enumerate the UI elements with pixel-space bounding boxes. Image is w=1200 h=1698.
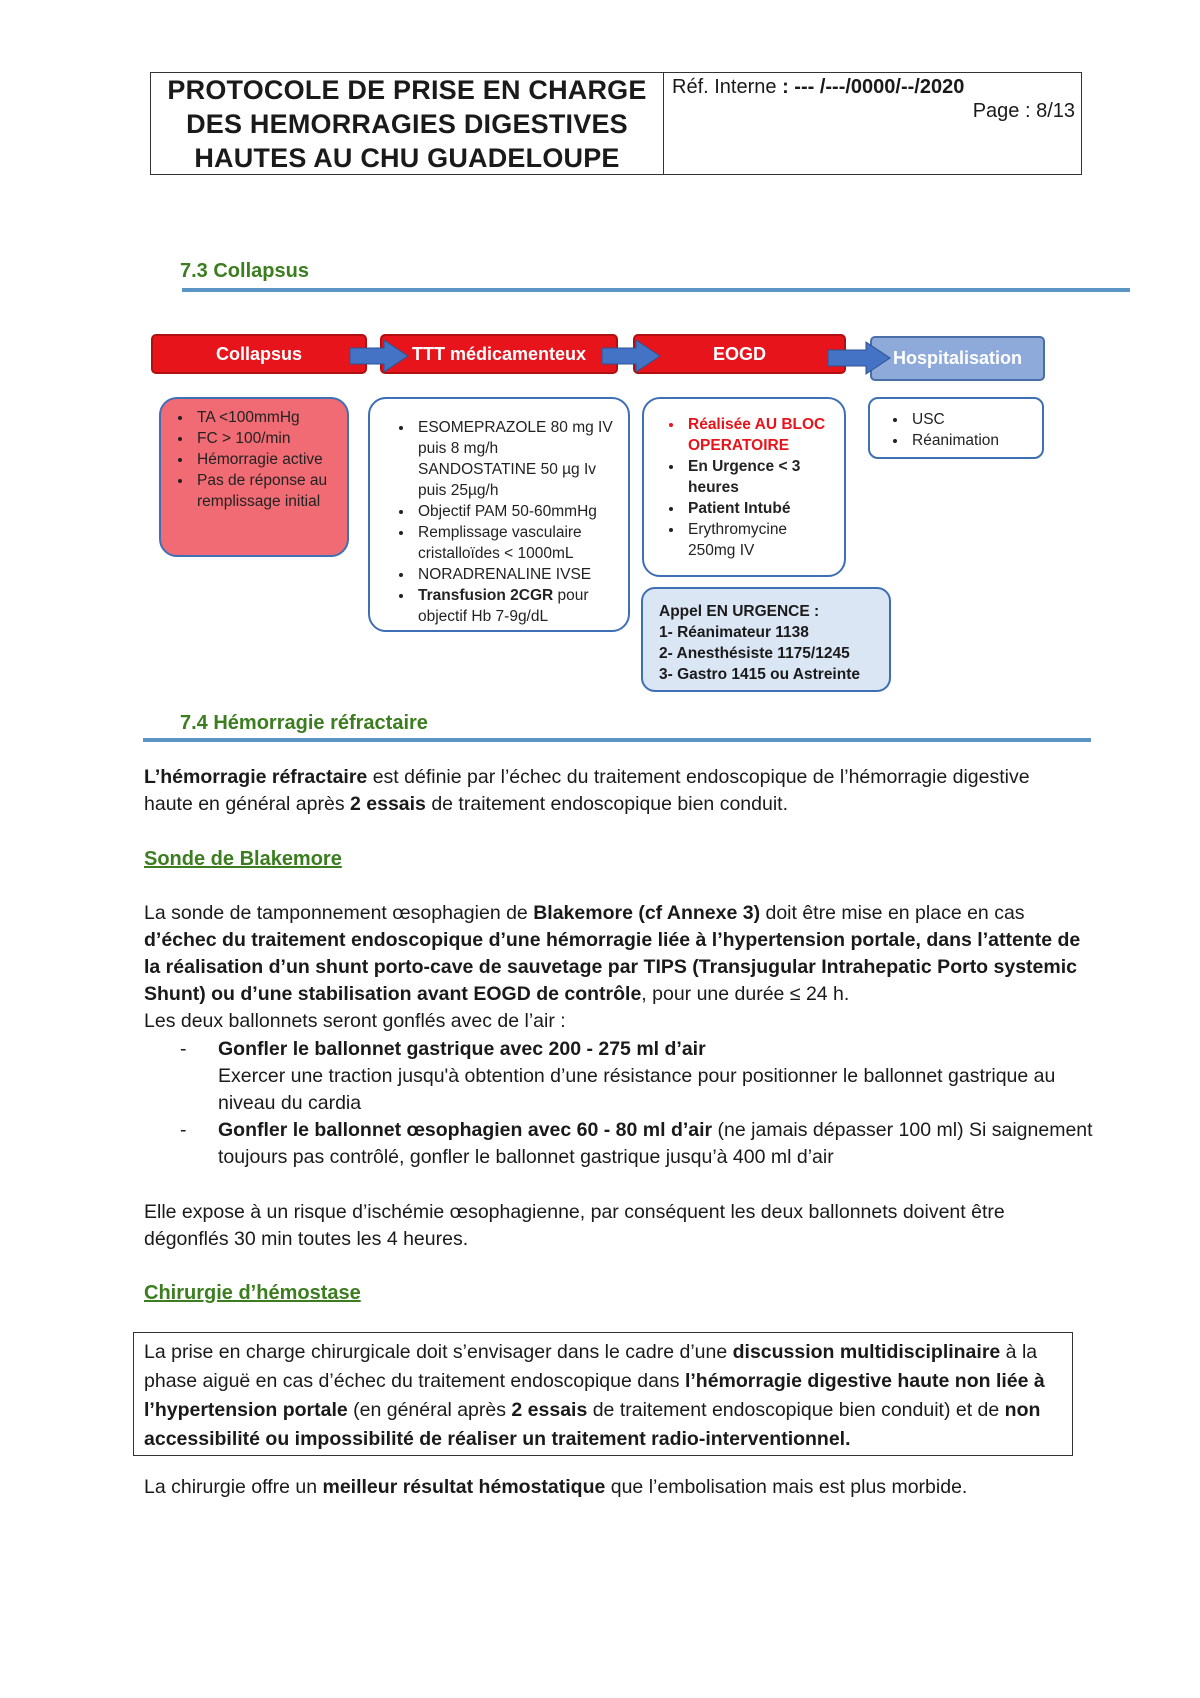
- blakemore-paragraph-2: Les deux ballonnets seront gonflés avec de l’air :: [144, 1010, 566, 1032]
- text: de traitement endoscopique bien conduit) et de: [587, 1399, 1005, 1421]
- title-line-2: DES HEMORRAGIES DIGESTIVES: [186, 108, 628, 139]
- text: de traitement endoscopique bien conduit.: [425, 793, 788, 815]
- flow-arrow-3: [828, 340, 894, 376]
- chirurgie-box: [133, 1332, 1073, 1456]
- hospitalisation-box: [868, 397, 1044, 459]
- appel-urgence-box: [641, 587, 891, 692]
- page-number: Page : 8/13: [972, 100, 1075, 122]
- blakemore-heading: Sonde de Blakemore: [144, 848, 342, 870]
- flow-arrow-2: [602, 338, 662, 374]
- header-ref-cell: [664, 73, 1081, 174]
- list-item-bold: Transfusion 2CGR: [418, 587, 554, 604]
- text: , pour une durée ≤ 24 h.: [641, 983, 850, 1005]
- blakemore-paragraph-1: [144, 900, 1084, 1008]
- text: (ne jamais dépasser 100 ml) Si saignement toujours pas contrôlé, gonfler le ballonnet gastrique jusqu’à 400 ml d’air: [218, 1119, 1093, 1168]
- list-item: • Hémorragie active: [193, 449, 339, 470]
- list-item: • Patient Intubé: [684, 498, 836, 519]
- text-bold: Blakemore (cf Annexe 3): [533, 902, 761, 924]
- list-item: • NORADRENALINE IVSE: [414, 564, 618, 585]
- text-bold: Gonfler le ballonnet gastrique avec 200 - 275 ml d’air: [218, 1038, 706, 1060]
- text: doit être mise en place en cas: [760, 902, 1025, 924]
- chirurgie-conclusion: [144, 1474, 1084, 1501]
- section-7-3-title: 7.3 Collapsus: [180, 260, 309, 282]
- urgence-title: Appel EN URGENCE :: [659, 603, 820, 620]
- chirurgie-heading: Chirurgie d’hémostase: [144, 1282, 361, 1304]
- flow-step-ttt: TTT médicamenteux: [380, 334, 618, 374]
- eogd-box: [642, 397, 846, 577]
- urgence-line: 1- Réanimateur 1138: [659, 624, 809, 641]
- list-item: • FC > 100/min: [193, 428, 339, 449]
- list-item: • ESOMEPRAZOLE 80 mg IV puis 8 mg/h SANDOSTATINE 50 µg Iv puis 25µg/h: [414, 417, 618, 501]
- flow-arrow-1: [350, 338, 410, 374]
- text: La prise en charge chirurgicale doit s’envisager dans le cadre d’une: [144, 1341, 733, 1363]
- collapsus-criteria-box: [159, 397, 349, 557]
- section-7-4-title: 7.4 Hémorragie réfractaire: [180, 712, 428, 734]
- text-bold: l’hémorragie digestive haute non liée à l’hypertension portale: [144, 1370, 1045, 1421]
- title-line-1: PROTOCOLE DE PRISE EN CHARGE: [167, 74, 647, 105]
- list-item: • Pas de réponse au remplissage initial: [193, 470, 339, 512]
- section-7-3-rule: [182, 288, 1130, 292]
- dash-bullet: -: [180, 1119, 187, 1141]
- blakemore-item-1: [180, 1036, 1098, 1117]
- text-bold: non accessibilité ou impossibilité de réaliser un traitement radio-interventionnel.: [144, 1399, 1041, 1450]
- list-item: • Erythromycine 250mg IV: [684, 519, 836, 561]
- urgence-line: 2- Anesthésiste 1175/1245: [659, 645, 850, 662]
- ref-label: Réf. Interne: [672, 76, 777, 98]
- text-bold: 2 essais: [511, 1399, 588, 1421]
- text: est définie par l’échec du traitement endoscopique de l’hémorragie digestive haute en général après: [144, 766, 1030, 815]
- text: que l’embolisation mais est plus morbide.: [605, 1476, 968, 1498]
- text-bold: meilleur résultat hémostatique: [322, 1476, 606, 1498]
- list-item: • TA <100mmHg: [193, 407, 339, 428]
- ttt-medicamenteux-box: [368, 397, 630, 632]
- text-bold: discussion multidisciplinaire: [732, 1341, 1001, 1363]
- text: La chirurgie offre un: [144, 1476, 323, 1498]
- text: La sonde de tamponnement œsophagien de: [144, 902, 534, 924]
- text-bold: L’hémorragie réfractaire: [144, 766, 368, 788]
- flow-step-eogd: EOGD: [633, 334, 846, 374]
- document-header: [150, 72, 1082, 175]
- section-7-4-rule: [143, 738, 1091, 742]
- list-item: • En Urgence < 3 heures: [684, 456, 836, 498]
- ref-value: : --- /---/0000/--/2020: [776, 76, 965, 98]
- text-bold: 2 essais: [350, 793, 426, 815]
- dash-bullet: -: [180, 1038, 187, 1060]
- title-line-3: HAUTES AU CHU GUADELOUPE: [194, 142, 620, 173]
- list-item: • Objectif PAM 50-60mmHg: [414, 501, 618, 522]
- blakemore-paragraph-3: Elle expose à un risque d’ischémie œsophagienne, par conséquent les deux ballonnets doivent être dégonflés 30 min toutes les 4 heures.: [144, 1201, 1005, 1250]
- list-item: • USC: [908, 409, 1042, 430]
- text-bold: d’échec du traitement endoscopique d’une hémorragie liée à l’hypertension portale, dans l’attente de la réalisation d’un shunt porto-cave de sauvetage par TIPS (Transjugular Intrahepatic Porto systemic Shunt) ou d’une stabilisation avant EOGD de contrôle: [144, 929, 1081, 1005]
- internal-reference: [672, 76, 964, 99]
- list-item: [414, 585, 618, 627]
- list-item-text: pour objectif Hb 7-9g/dL: [418, 587, 589, 625]
- flow-step-collapsus: Collapsus: [151, 334, 367, 374]
- blakemore-item-2: [180, 1117, 1098, 1171]
- text-bold: Gonfler le ballonnet œsophagien avec 60 - 80 ml d’air: [218, 1119, 713, 1141]
- document-title: [151, 73, 664, 174]
- list-item: • Réanimation: [908, 430, 1042, 451]
- flow-step-hospitalisation: Hospitalisation: [870, 336, 1045, 381]
- text: Exercer une traction jusqu'à obtention d’une résistance pour positionner le ballonnet gastrique au niveau du cardia: [218, 1065, 1056, 1114]
- text: (en général après: [347, 1399, 512, 1421]
- list-item: • Remplissage vasculaire cristalloïdes < 1000mL: [414, 522, 618, 564]
- list-item: • Réalisée AU BLOC OPERATOIRE: [684, 414, 836, 456]
- refractaire-definition: [144, 764, 1074, 818]
- text: à la phase aiguë en cas d’échec du traitement endoscopique dans: [144, 1341, 1038, 1392]
- urgence-line: 3- Gastro 1415 ou Astreinte: [659, 666, 860, 683]
